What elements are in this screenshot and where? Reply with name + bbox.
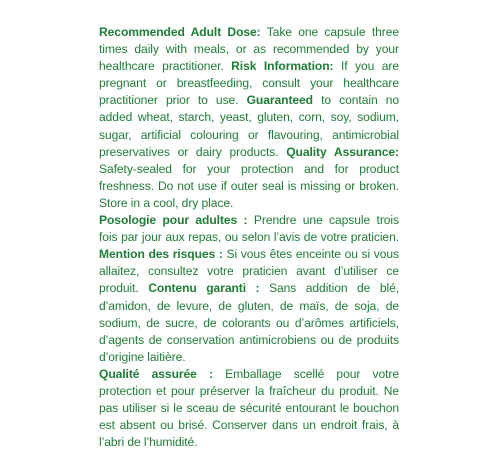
- guaranteed-text-fr: Sans addition de blé, d’amidon, de levure, de gluten, de maïs, de soja, de sodium, de sucre, de colorants ou d’arômes artificiels, d’agents de conservation antimicrobiens ou de produits d’origine laitière.: [99, 281, 400, 364]
- risk-text-fr: Si vous êtes enceinte ou si vous allaitez, consultez votre praticien avant d’utiliser ce produit.: [99, 247, 399, 296]
- english-paragraph: [99, 24, 399, 212]
- french-paragraph: [99, 212, 399, 366]
- dose-text-fr: Prendre une capsule trois fois par jour aux repas, ou selon l’avis de votre praticien.: [99, 213, 399, 245]
- risk-heading-fr: Mention des risques :: [99, 247, 223, 262]
- risk-heading-en: Risk Information:: [231, 59, 334, 74]
- risk-text-en: If you are pregnant or breastfeeding, consult your healthcare practitioner prior to use.: [99, 59, 399, 108]
- quality-heading-en: Quality Assurance:: [286, 144, 399, 159]
- product-label-text: [99, 24, 399, 451]
- french-quality-paragraph: [99, 366, 399, 451]
- guaranteed-text-en: to contain no added wheat, starch, yeast, gluten, corn, soy, sodium, sugar, artificial colouring or flavouring, antimicrobial preservatives or dairy products.: [99, 93, 399, 159]
- guaranteed-heading-fr: Contenu garanti :: [148, 281, 260, 296]
- dose-heading-fr: Posologie pour adultes :: [99, 213, 248, 228]
- quality-text-en: Safety-sealed for your protection and for product freshness. Do not use if outer seal is missing or broken. Store in a cool, dry place.: [99, 161, 399, 210]
- quality-heading-fr: Qualité assurée :: [99, 366, 213, 381]
- quality-text-fr: Emballage scellé pour votre protection et pour préserver la fraîcheur du produit. Ne pas utiliser si le sceau de sécurité entourant le bouchon est absent ou brisé. Conserver dans un endroit frais, à l’abri de l’humidité.: [99, 366, 399, 450]
- guaranteed-heading-en: Guaranteed: [246, 93, 313, 108]
- dose-heading-en: Recommended Adult Dose:: [99, 25, 261, 39]
- dose-text-en: Take one capsule three times daily with meals, or as recommended by your healthcare practitioner.: [99, 25, 400, 74]
